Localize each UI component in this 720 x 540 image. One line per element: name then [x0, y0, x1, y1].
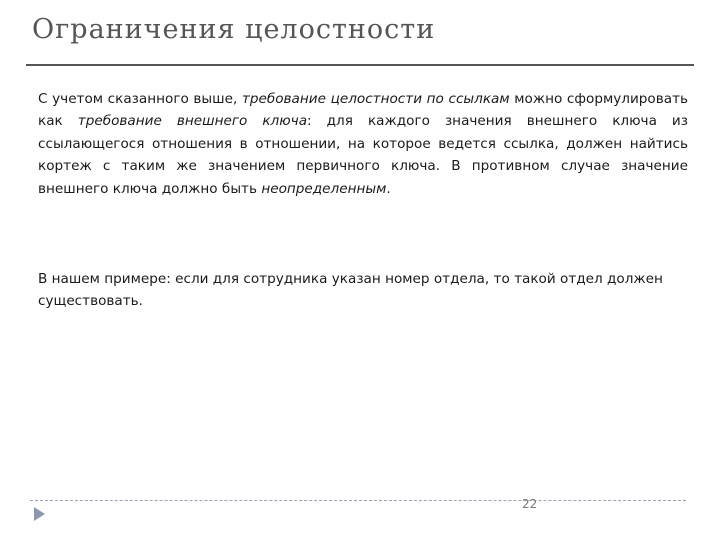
page-number: 22 [522, 497, 538, 511]
paragraph1-emphasis-undefined: неопределенным [261, 180, 387, 197]
paragraph-example: В нашем примере: если для сотрудника указан номер отдела, то такой отдел должен существовать. [38, 271, 663, 310]
paragraph1-emphasis-foreign-key: требование внешнего ключа [77, 113, 308, 130]
paragraph1-emphasis-referential-integrity: требование целостности по ссылкам [241, 91, 510, 107]
footer-divider [30, 500, 686, 501]
triangle-right-icon[interactable] [32, 506, 46, 522]
paragraph1-text-part3: : для каждого значения внешнего ключа из ссылающегося отношения в отношении, на которое ведется ссылка, должен найтись кортеж с таким же значением первичного ключа. В противном случае значение внешнего ключа должно быть [38, 113, 688, 197]
paragraph1-text-part2: можно сформулировать как [38, 91, 689, 130]
slide-title: Ограничения целостности [32, 14, 436, 45]
paragraph1-text-part4: . [386, 180, 391, 197]
paragraph1-text-part1: С учетом сказанного выше, [38, 91, 242, 107]
paragraph-foreign-key-requirement [38, 88, 688, 200]
title-divider [26, 64, 694, 66]
